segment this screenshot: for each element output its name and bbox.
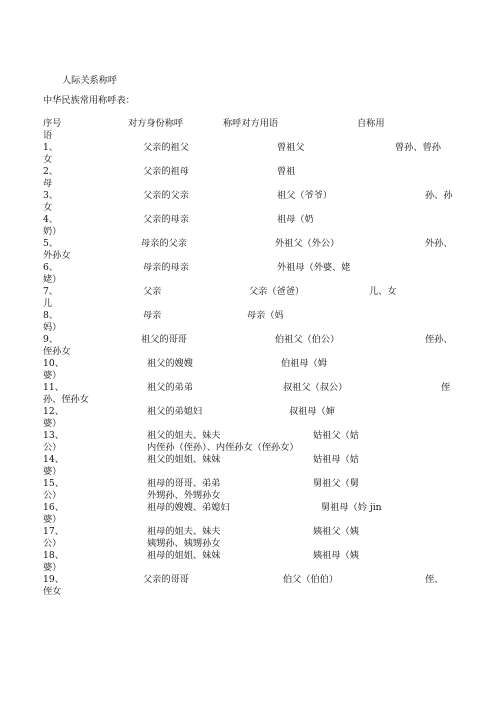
header-self: 自称用 xyxy=(357,118,385,129)
table-row-continued xyxy=(43,442,458,454)
table-row xyxy=(43,142,458,154)
row-number: 5、 xyxy=(43,238,59,249)
row-wrap: 公） xyxy=(43,442,62,453)
row-number: 17、 xyxy=(43,526,64,537)
row-wrap: 婆） xyxy=(43,514,62,525)
row-address: 姨祖母（姨 xyxy=(313,550,359,561)
row-wrap: 奶） xyxy=(43,226,62,237)
row-address: 舅祖母（妗 jin xyxy=(321,502,382,513)
table-row xyxy=(43,454,458,466)
table-row-continued xyxy=(43,490,458,502)
row-wrap: 侄女 xyxy=(43,586,62,597)
table-row xyxy=(43,166,458,178)
table-row xyxy=(43,382,458,394)
row-number: 13、 xyxy=(43,430,64,441)
row-wrap: 姥） xyxy=(43,274,62,285)
row-wrap: 婆） xyxy=(43,418,62,429)
row-wrap: 孙、侄孙女 xyxy=(43,394,89,405)
row-identity: 父亲 xyxy=(143,286,162,297)
header-identity: 对方身份称呼 xyxy=(128,118,184,129)
row-wrap: 母 xyxy=(43,178,53,189)
row-wrap: 公） xyxy=(43,538,62,549)
row-wrap: 女 xyxy=(43,202,53,213)
row-identity: 祖父的姐姐、妹妹 xyxy=(147,454,221,465)
row-identity: 祖父的嫂嫂 xyxy=(147,358,193,369)
row-number: 7、 xyxy=(43,286,59,297)
row-self: 侄孙、 xyxy=(425,334,453,345)
table-row xyxy=(43,238,458,250)
row-address: 外祖父（外公） xyxy=(275,238,340,249)
table-row xyxy=(43,574,458,586)
row-self: 侄、 xyxy=(425,574,444,585)
row-wrap: 妈） xyxy=(43,322,62,333)
row-identity: 母亲 xyxy=(143,310,162,321)
row-wrap: 婆） xyxy=(43,370,62,381)
row-number: 3、 xyxy=(43,190,59,201)
row-wrap: 侄孙女 xyxy=(43,346,71,357)
row-wrap: 外孙女 xyxy=(43,250,71,261)
table-row xyxy=(43,358,458,370)
row-number: 4、 xyxy=(43,214,59,225)
row-address: 伯祖母（姆 xyxy=(281,358,327,369)
row-identity: 母亲的母亲 xyxy=(143,262,189,273)
row-identity: 父亲的祖母 xyxy=(143,166,189,177)
row-identity: 父亲的哥哥 xyxy=(143,574,189,585)
row-address: 伯父（伯伯） xyxy=(283,574,339,585)
table-header xyxy=(43,118,458,130)
row-address: 伯祖父（伯公） xyxy=(275,334,340,345)
table-row xyxy=(43,406,458,418)
row-self: 内侄孙（侄孙）、内侄孙女（侄孙女） xyxy=(147,442,299,453)
row-identity: 父亲的父亲 xyxy=(143,190,189,201)
row-address: 曾祖 xyxy=(277,166,296,177)
table-row xyxy=(43,478,458,490)
row-address: 舅祖父（舅 xyxy=(313,478,359,489)
row-address: 祖母（奶 xyxy=(277,214,314,225)
row-identity: 祖父的哥哥 xyxy=(141,334,187,345)
table-row xyxy=(43,286,458,298)
row-identity: 祖母的姐夫、妹夫 xyxy=(147,526,221,537)
row-wrap: 女 xyxy=(43,154,53,165)
table-row xyxy=(43,526,458,538)
row-self: 外孙、 xyxy=(425,238,453,249)
row-wrap: 儿 xyxy=(43,298,53,309)
table-row xyxy=(43,214,458,226)
header-number: 序号 xyxy=(43,118,62,129)
row-wrap: 婆） xyxy=(43,466,62,477)
row-address: 姑祖母（姑 xyxy=(313,454,359,465)
row-address: 姨祖父（姨 xyxy=(313,526,359,537)
table-row xyxy=(43,262,458,274)
row-identity: 祖父的姐夫、妹夫 xyxy=(147,430,221,441)
row-number: 15、 xyxy=(43,478,64,489)
table-row xyxy=(43,430,458,442)
row-self: 孙、孙 xyxy=(425,190,453,201)
row-identity: 祖父的弟媳妇 xyxy=(147,406,203,417)
table-row xyxy=(43,502,458,514)
row-identity: 祖父的弟弟 xyxy=(147,382,193,393)
row-number: 10、 xyxy=(43,358,64,369)
table-row xyxy=(43,310,458,322)
table-row xyxy=(43,550,458,562)
row-number: 12、 xyxy=(43,406,64,417)
row-address: 曾祖父 xyxy=(277,142,305,153)
table-row-continued xyxy=(43,538,458,550)
document-subtitle: 中华民族常用称呼表： xyxy=(43,95,135,106)
row-number: 9、 xyxy=(43,334,59,345)
row-identity: 父亲的母亲 xyxy=(143,214,189,225)
row-wrap: 婆） xyxy=(43,562,62,573)
row-self: 外甥孙、外甥孙女 xyxy=(147,490,221,501)
row-number: 6、 xyxy=(43,262,59,273)
row-self: 侄 xyxy=(441,382,451,393)
row-number: 11、 xyxy=(43,382,64,393)
header-wrap: 语 xyxy=(43,130,53,141)
row-address: 外祖母（外婆、姥 xyxy=(277,262,351,273)
row-address: 父亲（爸爸） xyxy=(249,286,305,297)
row-number: 19、 xyxy=(43,574,64,585)
table-row xyxy=(43,190,458,202)
row-number: 14、 xyxy=(43,454,64,465)
row-self: 姨甥孙、姨甥孙女 xyxy=(147,538,221,549)
row-identity: 祖母的嫂嫂、弟媳妇 xyxy=(147,502,230,513)
row-address: 母亲（妈 xyxy=(247,310,284,321)
row-number: 18、 xyxy=(43,550,64,561)
row-identity: 祖母的姐姐、妹妹 xyxy=(147,550,221,561)
row-number: 1、 xyxy=(43,142,59,153)
row-number: 2、 xyxy=(43,166,59,177)
document-title: 人际关系称呼 xyxy=(62,75,118,86)
header-address: 称呼对方用语 xyxy=(223,118,279,129)
row-identity: 父亲的祖父 xyxy=(143,142,189,153)
row-self: 儿、女 xyxy=(369,286,397,297)
row-number: 8、 xyxy=(43,310,59,321)
row-address: 姑祖父（姑 xyxy=(313,430,359,441)
row-wrap: 公） xyxy=(43,490,62,501)
row-identity: 祖母的哥哥、弟弟 xyxy=(147,478,221,489)
row-address: 祖父（爷爷） xyxy=(277,190,333,201)
table-row xyxy=(43,334,458,346)
row-number: 16、 xyxy=(43,502,64,513)
row-address: 叔祖父（叔公） xyxy=(283,382,348,393)
row-identity: 母亲的父亲 xyxy=(141,238,187,249)
row-address: 叔祖母（婶 xyxy=(289,406,335,417)
row-self: 曾孙、曾孙 xyxy=(395,142,441,153)
